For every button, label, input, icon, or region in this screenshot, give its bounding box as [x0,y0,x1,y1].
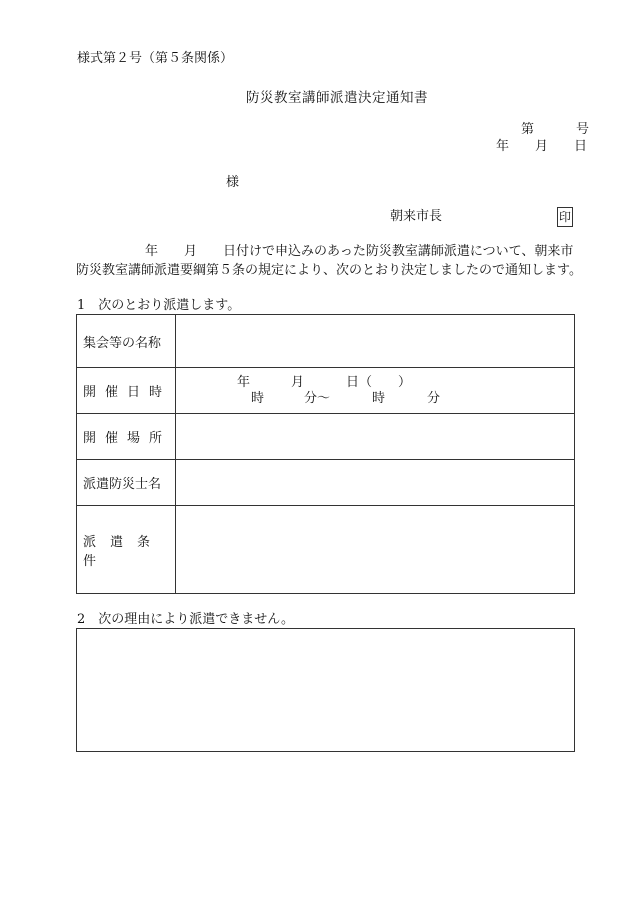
table-row [77,315,575,368]
label-venue: 開催場所 [77,414,176,460]
reason-box[interactable] [76,628,575,752]
dt-day: 日（ ） [346,374,412,390]
dt-month: 月 [291,374,305,390]
label-event-name: 集会等の名称 [77,315,176,368]
body-text-line-1 [145,244,573,260]
date-year: 年 [496,139,510,154]
date-line [176,375,574,391]
date-day: 日 [574,139,588,154]
document-title: 防災教室講師派遣決定通知書 [246,90,428,106]
body-rest: 日付けで申込みのあった防災教室講師派遣について、朝来市 [223,244,574,259]
time-line [176,391,574,407]
value-venue[interactable] [176,414,575,460]
dt-minute-end: 分 [427,390,441,406]
table-row [77,414,575,460]
seal-mark: 印 [557,207,573,227]
table-row [77,506,575,594]
body-year: 年 [145,244,159,259]
value-date-time[interactable] [176,368,575,414]
doc-number-suffix: 号 [576,122,590,137]
dt-year: 年 [237,374,251,390]
document-number [521,122,589,138]
label-conditions: 派遣条件 [77,506,176,594]
dt-minute-start: 分～ [304,390,331,406]
body-month: 月 [184,244,198,259]
dispatch-details-table [76,314,575,594]
doc-number-prefix: 第 [521,122,535,137]
label-date-time: 開催日時 [77,368,176,414]
document-date [496,139,587,155]
addressee: 様 [226,175,240,190]
form-number: 様式第２号（第５条関係） [77,51,234,66]
section-2-heading: 2 次の理由により派遣できません。 [77,612,295,627]
value-event-name[interactable] [176,315,575,368]
section-1-heading: 1 次のとおり派遣します。 [77,298,241,313]
label-disaster-specialist: 派遣防災士名 [77,460,176,506]
value-disaster-specialist[interactable] [176,460,575,506]
table-row [77,368,575,414]
body-text-line-2: 防災教室講師派遣要綱第５条の規定により、次のとおり決定しましたので通知します。 [76,263,582,278]
table-row [77,460,575,506]
value-conditions[interactable] [176,506,575,594]
issuer-name: 朝来市長 [390,209,443,224]
dt-hour-end: 時 [372,390,386,406]
dt-hour-start: 時 [251,390,265,406]
date-month: 月 [535,139,549,154]
